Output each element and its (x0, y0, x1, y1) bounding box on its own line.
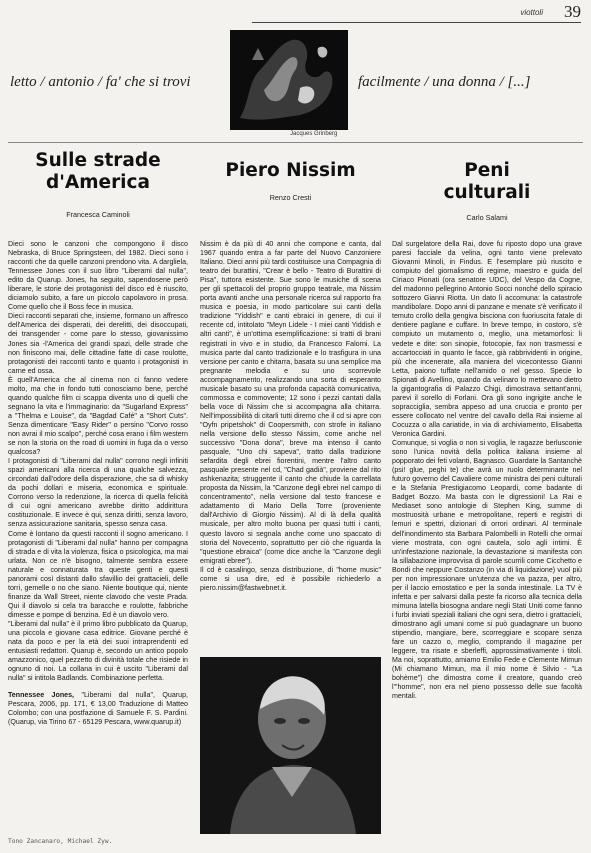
body-paragraph: Comunque, si voglia o non si voglia, le ragazze berlusconie sono l'unica novità della politica italiana insieme al popporato dei feti volanti, Bagnasco. Guardate la Santanchè (psi! glue, peghi te) che avrà un ruolo determinante nel futuro governo del Cavaliere come ministra dei peni culturali e la Stefania Prestigiacomo Leopardi, come badante di Badget Bozzo. Ma basta con le digressioni! La Rai e Mediaset sono antologie di Stephen King, summe di mostruosità urbane e metropolitane, reperti e registri di lemuri e spettri, dizionari di orrori ordinari. Al terminale dell'inondimento sta Barbara Palombelli in Rotelli che ormai viene mostrata, con ogni cautela, solo agli intimi. È un'infestazione nazionale, la devastazione si manifesta con la sillabazione improvvisa di parole scurrili come Cicchetto e Bondi che neppure Costanzo (in via di liquidazione) vuol più per non impressionare un'utenza che va pazza, per altro, per il laccio emostatico e per la sonda intestinale. La TV è infetta e per salvarsi dalla peste fa ricorso alla tecnica della mimuna latella biosogna andare negli Stati Uniti come fanno i furbi inviati speziali italiani che ogni sera, dietro i grattacieli, dimostrano agli umani come si può guadagnare un buono stipendio, mangiare, bere, scorreggiare e scopare senza fare un cazzo o, meglio, comprando il magazine per leggere, tra risate e sberleffi, approssimativamente i titoli. Ma noi, soprattutto, amiamo Emilio Fede e Clemente Mimun (Mi chiamano Mimun, ma il mio nome è Silvio - "La bohème") che dimostra come il creatore, quando creò l'"homme", non era nel pieno possesso delle sue facoltà mentali. (392, 439, 582, 701)
body-paragraph: È quell'America che al cinema non ci fanno vedere molto, ma che in fondo tutti conosciamo bene, perché quando qualche film ci scappa diventa uno di quelli che segnano la vita e l'immaginario: da "Sugarland Express" a "Thelma e Louise", da "Bagdad Café" a "Short Cuts". Senza dimenticare "Easy Rider" o persino "Corvo rosso non avrai il mio scalpo", perché cosa erano i film western se non la storia on the road di uomini in fuga da o verso qualcosa? (8, 375, 188, 457)
article-title-peni (392, 160, 582, 204)
title-line: d'America (46, 172, 150, 193)
section-rule (8, 142, 583, 143)
article-body-nissim (200, 240, 381, 648)
article-author: Francesca Caminoli (66, 210, 130, 219)
body-paragraph: Come è lontano da questi racconti il sogno americano. I protagonisti di "Liberami dal nulla" hanno per compagna di strada e di vita la violenza, fisica o psicologica, ma mai urlata. Non ce n'è bisogno, talmente sembra essere naturale e connaturata tra queste genti e questi panorami così distanti dallo sfavillio dei grattacieli, delle torri, gemelle o no che siano. Niente boutique qui, niente finanze da Wall Street, niente clavodo che veste Prada. Qui il diavolo si cela tra baracche e roulotte, fabbriche dimesse e pompe di benzina. Ed è un diavolo vero. (8, 529, 188, 619)
body-paragraph: "Liberami dal nulla" è il primo libro pubblicato da Quarup, una piccola e giovane casa editrice. Giovane perché è nata da poco e per la età dei suoi intraprendenti ed entusiasti redattori. Quarup è, secondo un antico popolo amazzonico, quel pezzetto di divinità totale che risiede in ognuno di noi. La collana in cui è uscito "Liberami dal nulla" si intitola Badlands. Combinazione perfetta. (8, 619, 188, 683)
artwork-image (230, 30, 348, 130)
body-paragraph: I protagonisti di "Liberami dal nulla" corrono negli infiniti spazi americani alla ricerca di una qualche salvezza, circondati dall'odore della disperazione, che sa di whisky da pochi dollari e miseria, economica e spirituale. Corrono verso la redenzione, la ricerca di quella felicità di cui ogni americano avrebbe diritto addirittura costituzionale. E invece è qui, senza diritti, senza lavoro, senza assicurazione sanitaria, spesso senza casa. (8, 457, 188, 529)
title-line: Peni (464, 160, 510, 181)
page-number: 39 (564, 2, 581, 21)
article-body-peni (392, 240, 582, 834)
body-paragraph: Dal surgelatore della Rai, dove fu riposto dopo una grave paresi facciale da velina, ogni tanto viene prelevato Giovanni Minoli, in Findus. E l'esemplare più riuscito e compiuto del giornalismo di regime, maestro e guida del Ciriaco Pionati (ora senatore UDC), del Vespo da Cogne, del madonno pellegrino Antonio Socci nonché dello spiracio sottozero Gianni Riotta. Un dato lì accomuna: la catastrofe mandibolare. Dopo anni di panzane e menate s'è verificato il temuto crollo della gengiva bisciona con fuoriuscita fatale di dentiere paglane e cuffare. In breve tempo, in costoro, s'è compiuto un mutamento o, meglio, una metamorfosi: li vedete e dite: son sinopie, fotocopie, fax non trasmessi e accartocciati in quanto le facce, già rabbrividenti in origine, più che incenerate, alla maniera del vicecontesso Gianni Letta, paiono tuffate nell'amido o nel gesso. Specie lo Spionati di Avellino, quando da velinaro lo mettevano dietro la gigantografia di Palazzo Chigi, dimostrava settant'anni, parevi il sorello di Forlani. Ora gli sono ingrigite anche le sopracciglia, sembra appeso ad una cruccia e pronto per essere collocato nel ventre del cavallo della Rai insieme al Cocuzza o alla cariatide, in via di archiviamento, Elisabetta Veronica Gardini. (392, 240, 582, 438)
portrait-photo (200, 657, 381, 834)
header-rule (252, 22, 581, 23)
article-title-strade (8, 150, 188, 194)
title-line: culturali (443, 182, 531, 203)
article-author: Renzo Cresti (269, 193, 312, 202)
magazine-name: viottoli (520, 8, 543, 17)
body-paragraph: Dieci sono le canzoni che compongono il disco Nebraska, di Bruce Springsteen, del 1982. Dieci sono i racconti che da quelle canzoni prendono vita. A dargliela, Tennessee Jones con il suo libro "Liberami dal nulla", edito da Quarup. Jones, ha seguito, sapendosene però liberare, le storie dei protagonisti del disco ed è riuscito, diciamolo subito, a fare un piccolo capolavoro in prosa. Come quello che il Boss fece in musica. (8, 240, 188, 312)
title-line: Piero Nissim (225, 160, 356, 181)
article-author: Carlo Salami (466, 213, 508, 222)
poem-quote-right: facilmente / una donna / [...] (358, 74, 531, 90)
article-body-strade (8, 240, 188, 828)
title-line: Sulle strade (35, 150, 161, 171)
book-note-author: Tennessee Jones, (8, 691, 75, 700)
body-paragraph: Nissim è da più di 40 anni che compone e canta, dal 1967 quando entra a far parte del Nuovo Canzoniere Italiano. Dieci anni più tardi costituisce una Compagnia di teatro dei burattini, "Crear è bello - Teatro di Burattini di Pisa", tuttora esistente. Sue sono le musiche di scena per gli spettacoli del proprio gruppo teatrale, ma Nissim porta avanti anche una personale ricerca sul rapporto fra musica e poesia, in modo particolare sui canti della tradizione "Yiddish" e canti ebraici in genere, di cui il recente cd, intitolato "Meyn Lidele - I miei canti Yiddish e altri canti", è un'ottima esemplificazione: si tratti di brani registrati in vivo e in studio, da Francesco Falorni. La musica parte dal canto tradizionale e lo trasfigura in una versione per canto e chitarra, basata su una semplice ma pregnante melodia e su uno scorrevole accompagnamento, realizzando una sorta di esperanto musicale basato su una profonda capacità comunicativa, commossa e commovente; 12 sono i pezzi cantati dalla bella voce di Nissim che si accompagna alla chitarra. Nell'impossibilità di citarli tutti diremo che il cd si apre con "Oyfn pripetshok" di Coopersmith, con strofe in italiano nella versione dello stesso Nissim, come anche nel successivo "Dona dona", breve ma intenso il canto pasquale, "Uno chi sapeva", tratto dalla tradizione sefardita degli ebrei fiorentini, mentre l'altro canto pasquale presente nel cd, "Chad gadià", proviene dal rito ashkenazita; struggente il canto che chiude la carrellata proposta da Nissim, la "Canzone degli ebrei nel campo di concentramento", nella versione dal testo francese e adattamento di Mario Della Torre (proveniente dall'Archivio di Giorgio Nissim). Al di là della qualità musicale, per altro molto buona per quasi tutti i canti, questo lavoro si segnala anche come uno spaccato di storia del Novecento, soprattutto per ciò che riguarda la "questione ebraica" (come dice anche la "Canzone degli emigrati ebree"). (200, 240, 381, 565)
body-paragraph: Il cd è casalingo, senza distribuzione, di "home music" come si usa dire, ed è possibile richiederlo a piero.nissim@fastwebnet.it. (200, 565, 381, 592)
body-paragraph: Dieci racconti separati che, insieme, formano un affresco dell'America dei disperati, dei derelitti, dei disoccupati, dei transgender - come pare lo stesso, giovanissimo Jones sia -l'America dei grandi spazi, delle strade che non finiscono mai, delle cittadine fatte di case roulotte, protagonisti dei racconti tanto e quanto i protagonisti in carne ed ossa. (8, 312, 188, 375)
article-title-nissim (200, 160, 381, 182)
image-credits: Tono Zancanaro, Michael Zyw. (8, 838, 113, 845)
poem-quote-left: letto / antonio / fa' che si trovi (10, 74, 191, 90)
book-note-text: "Liberami dal nulla", Quarup, Pescara, 2006, pp. 171, € 13,00 Traduzione di Matteo Colombo; con una postfazione di Samuele F. S. Pardini. (Quarup, via Tirino 67 - 65129 Pescara, www.quarup.it) (8, 691, 188, 727)
artwork-credit: Jacques Grinberg (290, 131, 338, 137)
book-note (8, 691, 188, 727)
